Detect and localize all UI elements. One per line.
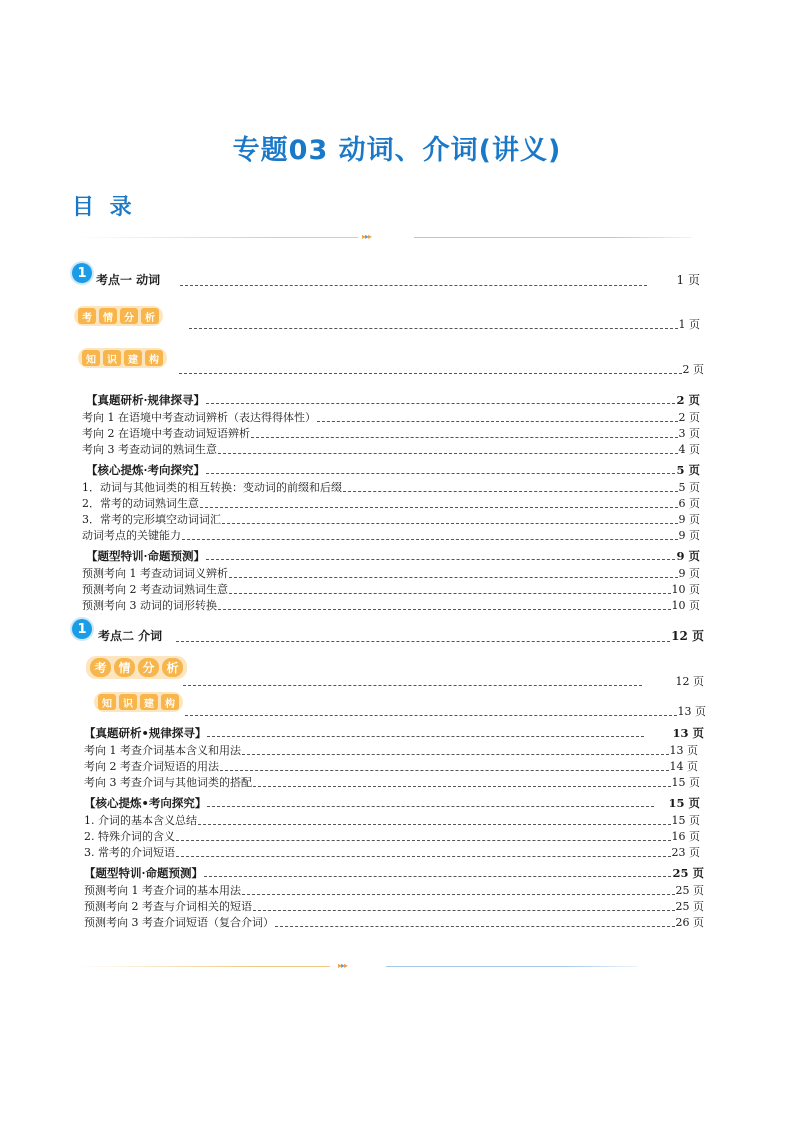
toc-entry[interactable]: 预测考向 3 考查介词短语（复合介词） 26 页 [84, 916, 704, 929]
toc-entry[interactable]: 【真题研析•规律探寻】 13 页 [84, 726, 704, 740]
toc-entry[interactable]: 考向 1 在语境中考查动词辨析（表达得得体性） 2 页 [82, 411, 700, 424]
dot-leader [179, 373, 682, 374]
toc-entry-section-2[interactable] [98, 627, 704, 645]
dot-leader [189, 328, 678, 329]
toc-entry[interactable]: 动词考点的关键能力 9 页 [82, 529, 700, 542]
toc-entry-label: 考点二 介词 [98, 629, 163, 643]
toc-entry[interactable]: 预测考向 3 动词的词形转换 10 页 [82, 599, 700, 612]
toc-entry-label: 考点一 动词 [96, 273, 161, 287]
page-title: 专题03 动词、介词(讲义) [232, 135, 562, 166]
toc-entry[interactable]: 【真题研析·规律探寻】 2 页 [86, 393, 700, 407]
toc-entry[interactable]: 考向 3 考查动词的熟词生意 4 页 [82, 443, 700, 456]
divider-right [414, 237, 692, 238]
toc-entry-page: 1 页 [676, 273, 700, 287]
zhishi-badge: 知 识 建 构 [94, 692, 183, 712]
divider-left [78, 966, 330, 967]
toc-entry[interactable]: 【题型特训·命题预测】 9 页 [86, 549, 700, 563]
toc-entry[interactable]: 【题型特训·命题预测】 25 页 [84, 866, 704, 880]
toc-entry[interactable]: 预测考向 1 考查动词词义辨析 9 页 [82, 567, 700, 580]
toc-entry[interactable]: 预测考向 2 考查与介词相关的短语 25 页 [84, 900, 704, 913]
toc-entry[interactable]: 考向 2 在语境中考查动词短语辨析 3 页 [82, 427, 700, 440]
kaoqing-badge: 考 情 分 析 [86, 656, 187, 679]
dot-leader [183, 685, 642, 686]
divider-right [386, 966, 638, 967]
toc-entry[interactable]: 考向 3 考查介词与其他词类的搭配 15 页 [84, 776, 700, 789]
toc-entry[interactable]: 【核心提炼·考向探究】 5 页 [86, 463, 700, 477]
toc-entry-zhishi-1[interactable] [178, 363, 704, 377]
dot-leader [176, 641, 670, 642]
divider-left [78, 237, 358, 238]
toc-entry-section-1[interactable] [96, 271, 700, 289]
toc-entry-page: 1 页 [678, 318, 700, 331]
toc-entry[interactable]: 3. 常考的介词短语 23 页 [84, 846, 700, 859]
dot-leader [185, 715, 677, 716]
toc-entry-kaoqing-1[interactable] [188, 318, 700, 332]
toc-entry-kaoqing-2[interactable] [182, 675, 704, 689]
toc-entry[interactable]: 【核心提炼•考向探究】 15 页 [84, 796, 700, 810]
toc-entry-page: 12 页 [671, 629, 704, 643]
toc-entry[interactable]: 3．常考的完形填空动词词汇 9 页 [82, 513, 700, 526]
toc-entry-zhishi-2[interactable] [184, 705, 706, 719]
dot-leader [180, 285, 646, 286]
toc-heading: 目 录 [72, 195, 136, 220]
toc-list-section-1 [82, 393, 700, 613]
toc-entry[interactable]: 1．动词与其他词类的相互转换：变动词的前缀和后缀 5 页 [82, 481, 700, 494]
toc-entry[interactable]: 2. 特殊介词的含义 16 页 [84, 830, 700, 843]
kaoqing-badge: 考 情 分 析 [74, 306, 163, 326]
toc-entry-page: 2 页 [682, 363, 704, 376]
zhishi-badge: 知 识 建 构 [78, 348, 167, 368]
divider-arrows-icon: ▸▸▸ [338, 961, 348, 970]
toc-entry[interactable]: 考向 2 考查介词短语的用法 14 页 [84, 760, 698, 773]
toc-entry[interactable]: 预测考向 2 考查动词熟词生意 10 页 [82, 583, 700, 596]
toc-entry-page: 13 页 [677, 705, 706, 718]
section-number-icon: 1 [72, 619, 92, 639]
toc-entry[interactable]: 1. 介词的基本含义总结 15 页 [84, 814, 700, 827]
toc-entry[interactable]: 预测考向 1 考查介词的基本用法 25 页 [84, 884, 704, 897]
toc-entry-page: 12 页 [675, 675, 704, 688]
toc-entry[interactable]: 考向 1 考查介词基本含义和用法 13 页 [84, 744, 698, 757]
toc-list-section-2 [84, 726, 704, 930]
toc-entry[interactable]: 2．常考的动词熟词生意 6 页 [82, 497, 700, 510]
section-number-icon: 1 [72, 263, 92, 283]
divider-arrows-icon: ▸▸▸ [362, 232, 372, 241]
